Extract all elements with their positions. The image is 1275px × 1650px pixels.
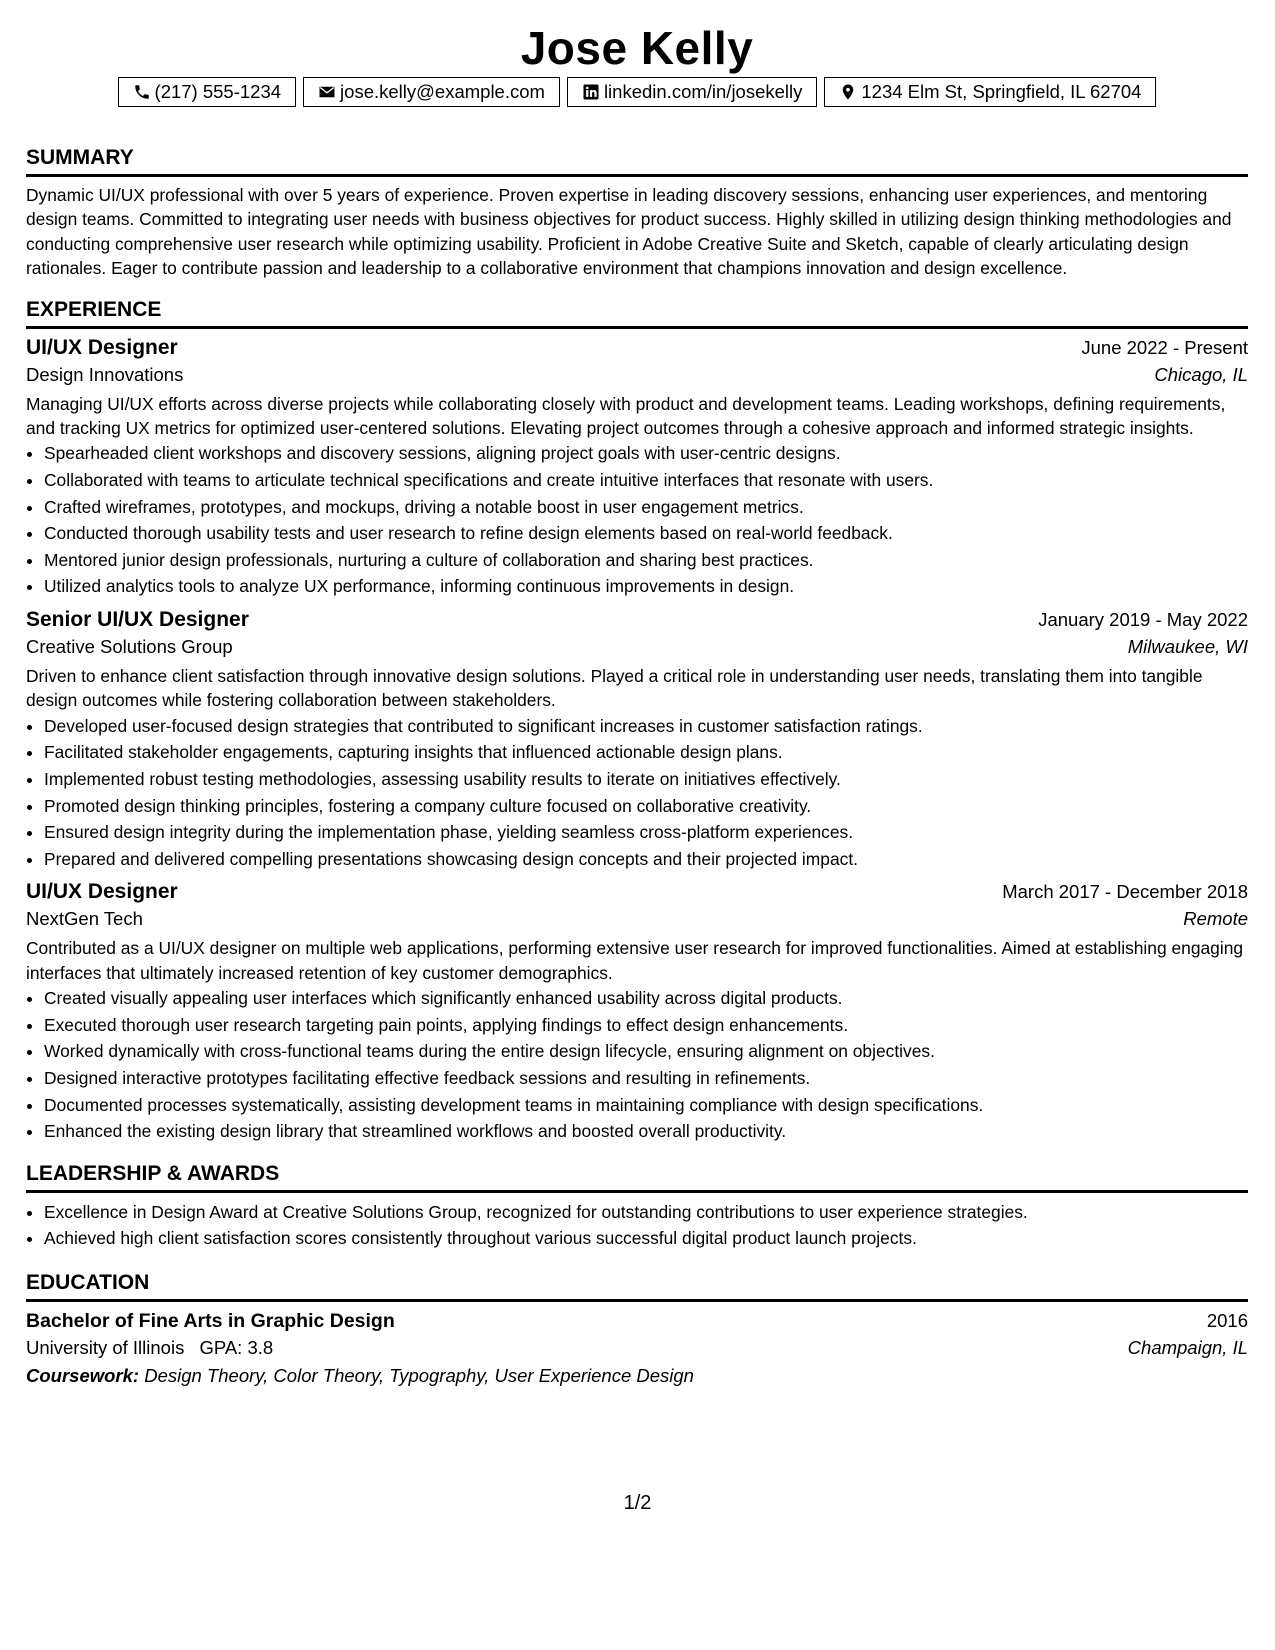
job-bullets	[26, 985, 1248, 1145]
job-location: Remote	[1183, 908, 1248, 930]
summary-section	[26, 145, 1248, 281]
job-location: Chicago, IL	[1154, 363, 1248, 385]
job-title: Senior UI/UX Designer	[26, 608, 249, 631]
job-title: UI/UX Designer	[26, 335, 178, 359]
linkedin-icon	[582, 83, 600, 101]
job-dates: January 2019 - May 2022	[1038, 609, 1248, 630]
page-number: 1/2	[623, 1492, 652, 1514]
leadership-section	[26, 1161, 1248, 1252]
graduation-year: 2016	[1206, 1309, 1248, 1331]
summary-heading: SUMMARY	[26, 145, 1248, 177]
job-bullet: • Prepared and delivered compelling presentations showcasing design concepts and their projected impact.	[44, 846, 1248, 873]
job-bullet: • Promoted design thinking principles, fostering a company culture focused on collaborative creativity.	[44, 793, 1248, 820]
degree-title: Bachelor of Fine Arts in Graphic Design	[26, 1309, 395, 1332]
experience-section	[26, 297, 1248, 1145]
coursework-list: Design Theory, Color Theory, Typography, User Experience Design	[144, 1364, 694, 1386]
job-bullet: • Documented processes systematically, assisting development teams in maintaining compliance with design specifications.	[44, 1092, 1248, 1119]
job-bullet: • Crafted wireframes, prototypes, and mockups, driving a notable boost in user engagement metrics.	[44, 494, 1248, 521]
job-bullet: • Worked dynamically with cross-functional teams during the entire design lifecycle, ensuring alignment on objectives.	[44, 1038, 1248, 1065]
education-section	[26, 1270, 1248, 1387]
leadership-bullets	[26, 1199, 1248, 1252]
job-bullet: • Implemented robust testing methodologies, assessing usability results to iterate on initiatives effectively.	[44, 766, 1248, 793]
job-bullet: • Spearheaded client workshops and discovery sessions, aligning project goals with user-centric designs.	[44, 440, 1248, 467]
phone-text: (217) 555-1234	[154, 81, 282, 102]
job-company: Creative Solutions Group	[26, 636, 233, 657]
job-company: Design Innovations	[26, 363, 184, 385]
phone-contact[interactable]	[118, 77, 297, 107]
map-pin-icon	[839, 83, 857, 101]
job-title: UI/UX Designer	[26, 880, 178, 904]
school-name: University of Illinois	[26, 1336, 185, 1358]
job-entry	[26, 608, 1248, 872]
job-bullet: • Enhanced the existing design library that streamlined workflows and boosted overall productivity.	[44, 1118, 1248, 1145]
job-bullets	[26, 440, 1248, 600]
coursework-label: Coursework:	[26, 1364, 140, 1386]
job-bullet: • Collaborated with teams to articulate technical specifications and create intuitive interfaces that resonate with users.	[44, 467, 1248, 494]
linkedin-contact[interactable]	[567, 77, 817, 107]
linkedin-text: linkedin.com/in/josekelly	[603, 81, 803, 102]
job-bullet: • Created visually appealing user interfaces which significantly enhanced usability across digital products.	[44, 985, 1248, 1012]
job-bullet: • Ensured design integrity during the implementation phase, yielding seamless cross-platform experiences.	[44, 819, 1248, 846]
job-entry	[26, 880, 1248, 1144]
job-entry	[26, 336, 1248, 600]
job-bullet: • Mentored junior design professionals, nurturing a culture of collaboration and sharing best practices.	[44, 547, 1248, 574]
award-bullet: • Achieved high client satisfaction scores consistently throughout various successful digital product launch projects.	[44, 1225, 1248, 1252]
job-description: Contributed as a UI/UX designer on multiple web applications, performing extensive user research for improved functionalities. Aimed at establishing engaging interfaces that ultimately increased retention of key customer demographics.	[26, 938, 1244, 983]
job-bullet: • Executed thorough user research targeting pain points, applying findings to effect design enhancements.	[44, 1012, 1248, 1039]
education-heading: EDUCATION	[26, 1270, 1248, 1302]
summary-text: Dynamic UI/UX professional with over 5 years of experience. Proven expertise in leading discovery sessions, enhancing user experiences, and mentoring design teams. Committed to integrating user needs with business objectives for product success. Highly skilled in utilizing design thinking methodologies and conducting comprehensive user research while optimizing usability. Proficient in Adobe Creative Suite and Sketch, capable of clearly articulating design rationales. Eager to contribute passion and leadership to a collaborative environment that champions innovation and design excellence.	[26, 185, 1232, 279]
envelope-icon	[318, 83, 336, 101]
job-bullet: • Facilitated stakeholder engagements, capturing insights that influenced actionable design plans.	[44, 739, 1248, 766]
school-location: Champaign, IL	[1127, 1336, 1248, 1358]
job-bullet: • Designed interactive prototypes facilitating effective feedback sessions and resulting in refinements.	[44, 1065, 1248, 1092]
job-location: Milwaukee, WI	[1127, 636, 1248, 657]
award-bullet: • Excellence in Design Award at Creative Solutions Group, recognized for outstanding contributions to user experience strategies.	[44, 1199, 1248, 1226]
email-contact[interactable]	[303, 77, 560, 107]
job-dates: March 2017 - December 2018	[1002, 881, 1248, 903]
job-company: NextGen Tech	[26, 908, 143, 930]
phone-icon	[133, 83, 151, 101]
job-bullet: • Utilized analytics tools to analyze UX performance, informing continuous improvements in design.	[44, 573, 1248, 600]
job-bullet: • Developed user-focused design strategies that contributed to significant increases in customer satisfaction ratings.	[44, 713, 1248, 740]
job-bullet: • Conducted thorough usability tests and user research to refine design elements based on real-world feedback.	[44, 520, 1248, 547]
leadership-heading: LEADERSHIP & AWARDS	[26, 1161, 1248, 1193]
experience-heading: EXPERIENCE	[26, 297, 1248, 329]
candidate-name: Jose Kelly	[520, 22, 754, 74]
address-contact	[824, 77, 1156, 107]
job-bullets	[26, 713, 1248, 873]
job-description: Driven to enhance client satisfaction through innovative design solutions. Played a critical role in understanding user needs, translating them into tangible design outcomes while fostering collaboration between stakeholders.	[26, 666, 1203, 711]
coursework-line	[26, 1365, 1248, 1387]
gpa: GPA: 3.8	[199, 1336, 274, 1358]
address-text: 1234 Elm St, Springfield, IL 62704	[861, 81, 1142, 102]
job-dates: June 2022 - Present	[1081, 336, 1248, 358]
contact-bar	[26, 77, 1248, 107]
job-description: Managing UI/UX efforts across diverse projects while collaborating closely with product and development teams. Leading workshops, defining requirements, and tracking UX metrics for optimized user-centered solutions. Elevating project outcomes through a cohesive approach and informed strategic insights.	[26, 393, 1226, 439]
email-text: jose.kelly@example.com	[340, 81, 545, 102]
resume-page	[26, 0, 1248, 1387]
